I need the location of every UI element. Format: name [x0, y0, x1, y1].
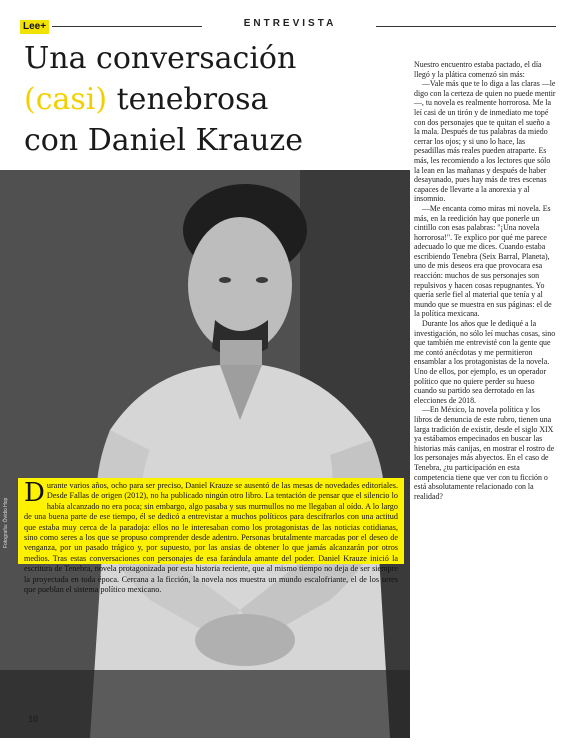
column-paragraph: —Me encanta como miras mi novela. Es más, en la reedición hay que ponerle un cintillo con esas palabras: "¡Una novela horrorosa!". Te explico por qué me parece adecuado lo que me dices. Cuando estaba escribiendo Tenebra (Seix Barral, Planeta), uno de mis deseos era que provocara esa reacción: muchos de sus personajes son repulsivos y hacen cosas repugnantes. Yo quería serle fiel al material que tenía y al mundo que se muestra en sus páginas: el de la política mexicana. — [414, 203, 552, 319]
headline-line-2-rest: tenebrosa — [107, 82, 269, 117]
column-paragraph: Durante los años que le dediqué a la investigación, no sólo leí muchas cosas, sino que también me entrevisté con la gente que me contó anécdotas y me permitieron ensamblar a los protagonistas de la novela. Uno de ellos, por ejemplo, es un operador político que no quiere perder su hueso cuando su partido sea derrotado en las elecciones de 2018. — [414, 319, 556, 405]
intro-box — [18, 478, 404, 595]
author-portrait-illustration — [0, 170, 410, 738]
header-rule-right — [376, 26, 556, 27]
drop-cap: D — [24, 478, 45, 508]
headline-highlight: (casi) — [24, 82, 108, 117]
article-column — [414, 60, 556, 501]
intro-text: urante varios años, ocho para ser preciso, Daniel Krauze se ausentó de las mesas de novedades editoriales. Desde Fallas de origen (2012), no ha publicado ningún otro libro. La tentación de pensar que el silencio lo había alcanzado no era poca; sin embargo, algo pasaba y sus murmullos no me llegaban al oído. A lo largo de una buena parte de ese tiempo, él se dedicó a entrevistar a muchos políticos para descifrarlos con una actitud que estaba muy cerca de la paradoja: ellos no le interesaban como los protagonistas de las noticias cotidianas, sino como seres a los que se propuso comprender desde adentro. Personas brutalmente marcadas por el deseo de venganza, por un pasado trágico y, por supuesto, por las ansias de obtener lo que jamás alcanzarán por otros medios. Tras estas conversaciones con personajes de esa farándula amante del poder. Daniel Krauze inició la escritura de Tenebra, novela protagonizada por esta historia reciente, que al mismo tiempo no deja de ser siempre la proyectada en toda época. Cercana a la ficción, la novela nos muestra un mundo escalofriante, el de los seres que pueblan el sistema político mexicano. — [24, 481, 398, 595]
headline-line-1: Una conversación — [24, 41, 297, 76]
column-paragraph: —En México, la novela política y los libros de denuncia de este rubro, tienen una larga tradición de existir, desde el siglo XIX ya estábamos empecinados en buscar las historias más canijas, en mostrar el rostro de los personajes más abyectos. En el caso de Tenebra, ¿tu participación en esta competencia tiene que ver con tu ficción o está absolutamente relacionado con la realidad? — [414, 405, 555, 501]
page-number: 10 — [28, 714, 39, 724]
article-headline — [24, 38, 394, 161]
author-photo — [0, 170, 410, 738]
headline-line-3: con Daniel Krauze — [24, 123, 303, 158]
magazine-logo: Lee+ — [20, 20, 49, 34]
column-paragraph: Nuestro encuentro estaba pactado, el día llegó y la plática comenzó sin más: — [414, 60, 542, 79]
column-paragraph: —Vale más que te lo diga a las claras —le digo con la certeza de quien no puede mentir—, tu novela es realmente horrorosa. Me la leí casi de un tirón y de inmediato me topé con dos personajes que te quitan el sueño a la mala. Después de tus palabras da miedo cerrar los ojos; y si uno lo hace, las pesadillas más reales pueden atraparte. Es más, les recomiendo a los lectores que sólo la lean en las mañanas y después de haber desayunado, pues hay más de tres escenas capaces de llevarte a la anorexia y al insomnio. — [414, 79, 556, 204]
photo-credit: Fotografía: Óvidio Hop — [3, 497, 9, 548]
section-label: ENTREVISTA — [243, 18, 337, 29]
header-rule-left — [52, 26, 202, 27]
headline-line-2 — [24, 79, 394, 120]
